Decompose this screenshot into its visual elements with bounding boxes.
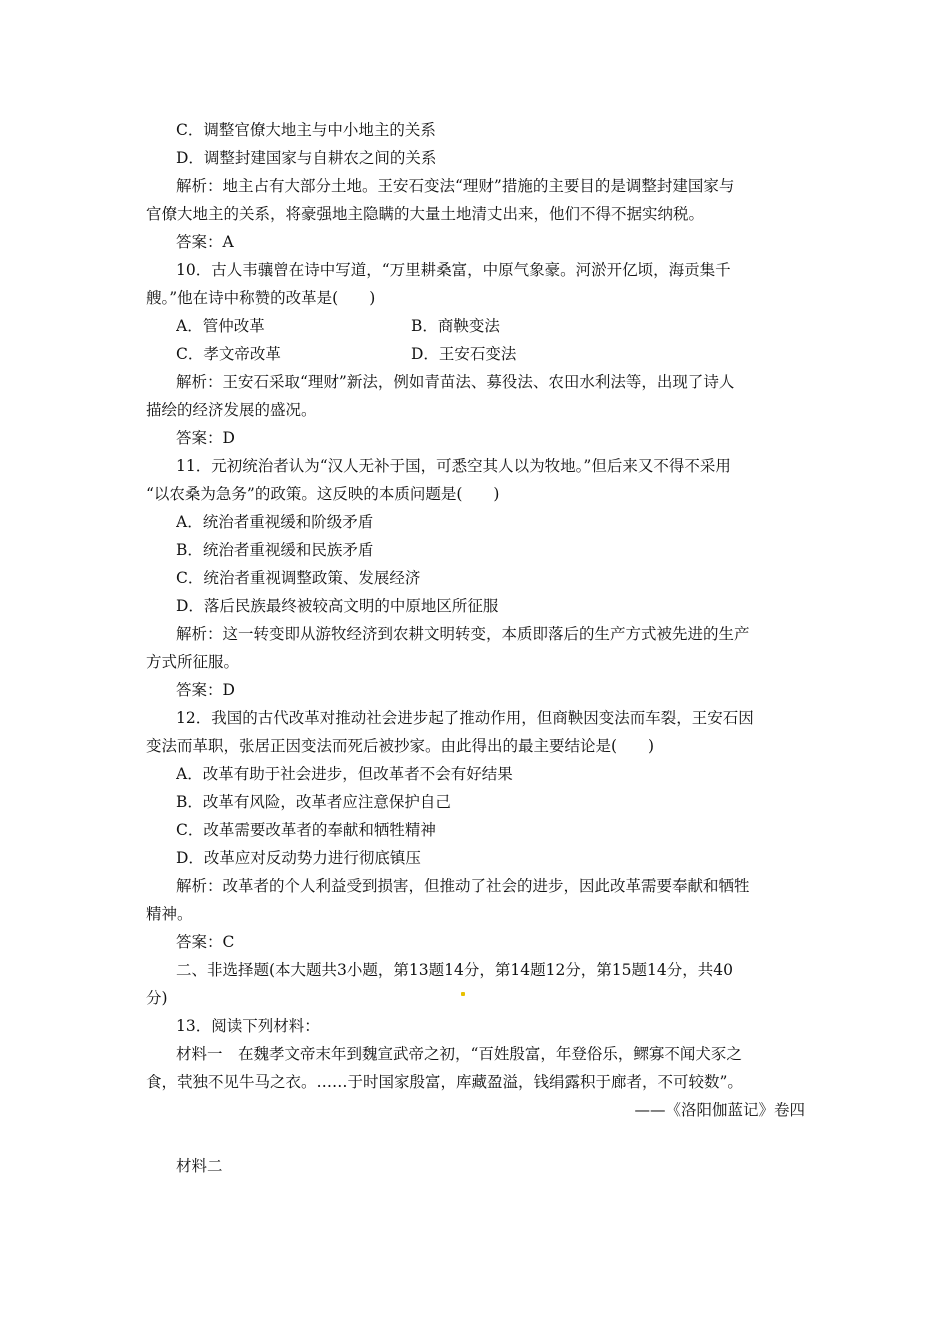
material-1-source: ——《洛阳伽蓝记》卷四 [634,1101,805,1119]
highlight-mark [461,992,465,996]
q10-option-c: C．孝文帝改革 [176,345,281,363]
q10-option-b: B．商鞅变法 [411,317,500,335]
analysis-9-line1: 解析：地主占有大部分土地。王安石变法“理财”措施的主要目的是调整封建国家与 [176,177,735,195]
q12-option-b: B．改革有风险，改革者应注意保护自己 [176,793,451,811]
q11-option-d: D．落后民族最终被较高文明的中原地区所征服 [176,597,499,615]
question-11-line1: 11．元初统治者认为“汉人无补于国，可悉空其人以为牧地。”但后来又不得不采用 [176,457,731,475]
material-1-line1: 材料一 在魏孝文帝末年到魏宣武帝之初，“百姓殷富，年登俗乐，鳏寡不闻犬豕之 [176,1045,742,1063]
question-10-line1: 10．古人韦骧曾在诗中写道，“万里耕桑富，中原气象豪。河淤开亿顷，海贡集千 [176,261,731,279]
q11-option-c: C．统治者重视调整政策、发展经济 [176,569,421,587]
material-2-label: 材料二 [176,1157,223,1175]
section-2-heading-line1: 二、非选择题(本大题共3小题，第13题14分，第14题12分，第15题14分，共40 [176,961,733,979]
analysis-9-line2: 官僚大地主的关系，将豪强地主隐瞒的大量土地清丈出来，他们不得不据实纳税。 [146,205,705,223]
q12-option-c: C．改革需要改革者的奉献和牺牲精神 [176,821,436,839]
option-c: C．调整官僚大地主与中小地主的关系 [176,121,436,139]
analysis-12-line1: 解析：改革者的个人利益受到损害，但推动了社会的进步，因此改革需要奉献和牺牲 [176,877,750,895]
q12-option-d: D．改革应对反动势力进行彻底镇压 [176,849,421,867]
answer-11: 答案：D [176,681,235,699]
question-11-line2: “以农桑为急务”的政策。这反映的本质问题是( ) [146,485,500,503]
answer-9: 答案：A [176,233,234,251]
option-d: D．调整封建国家与自耕农之间的关系 [176,149,437,167]
q12-option-a: A．改革有助于社会进步，但改革者不会有好结果 [176,765,513,783]
analysis-11-line2: 方式所征服。 [146,653,240,671]
analysis-10-line1: 解析：王安石采取“理财”新法，例如青苗法、募役法、农田水利法等，出现了诗人 [176,373,735,391]
analysis-11-line1: 解析：这一转变即从游牧经济到农耕文明转变，本质即落后的生产方式被先进的生产 [176,625,750,643]
answer-10: 答案：D [176,429,235,447]
q10-option-a: A．管仲改革 [176,317,265,335]
question-12-line2: 变法而革职，张居正因变法而死后被抄家。由此得出的最主要结论是( ) [146,737,655,755]
q10-option-d: D．王安石变法 [411,345,517,363]
question-10-line2: 艘。”他在诗中称赞的改革是( ) [146,289,376,307]
q11-option-b: B．统治者重视缓和民族矛盾 [176,541,374,559]
question-12-line1: 12．我国的古代改革对推动社会进步起了推动作用，但商鞅因变法而车裂，王安石因 [176,709,754,727]
section-2-heading-line2: 分) [146,989,168,1007]
analysis-10-line2: 描绘的经济发展的盛况。 [146,401,317,419]
analysis-12-line2: 精神。 [146,905,193,923]
q11-option-a: A．统治者重视缓和阶级矛盾 [176,513,374,531]
answer-12: 答案：C [176,933,235,951]
material-1-line2: 食，茕独不见牛马之衣。……于时国家殷富，库藏盈溢，钱绢露积于廊者，不可较数”。 [146,1073,743,1091]
question-13: 13．阅读下列材料： [176,1017,320,1035]
